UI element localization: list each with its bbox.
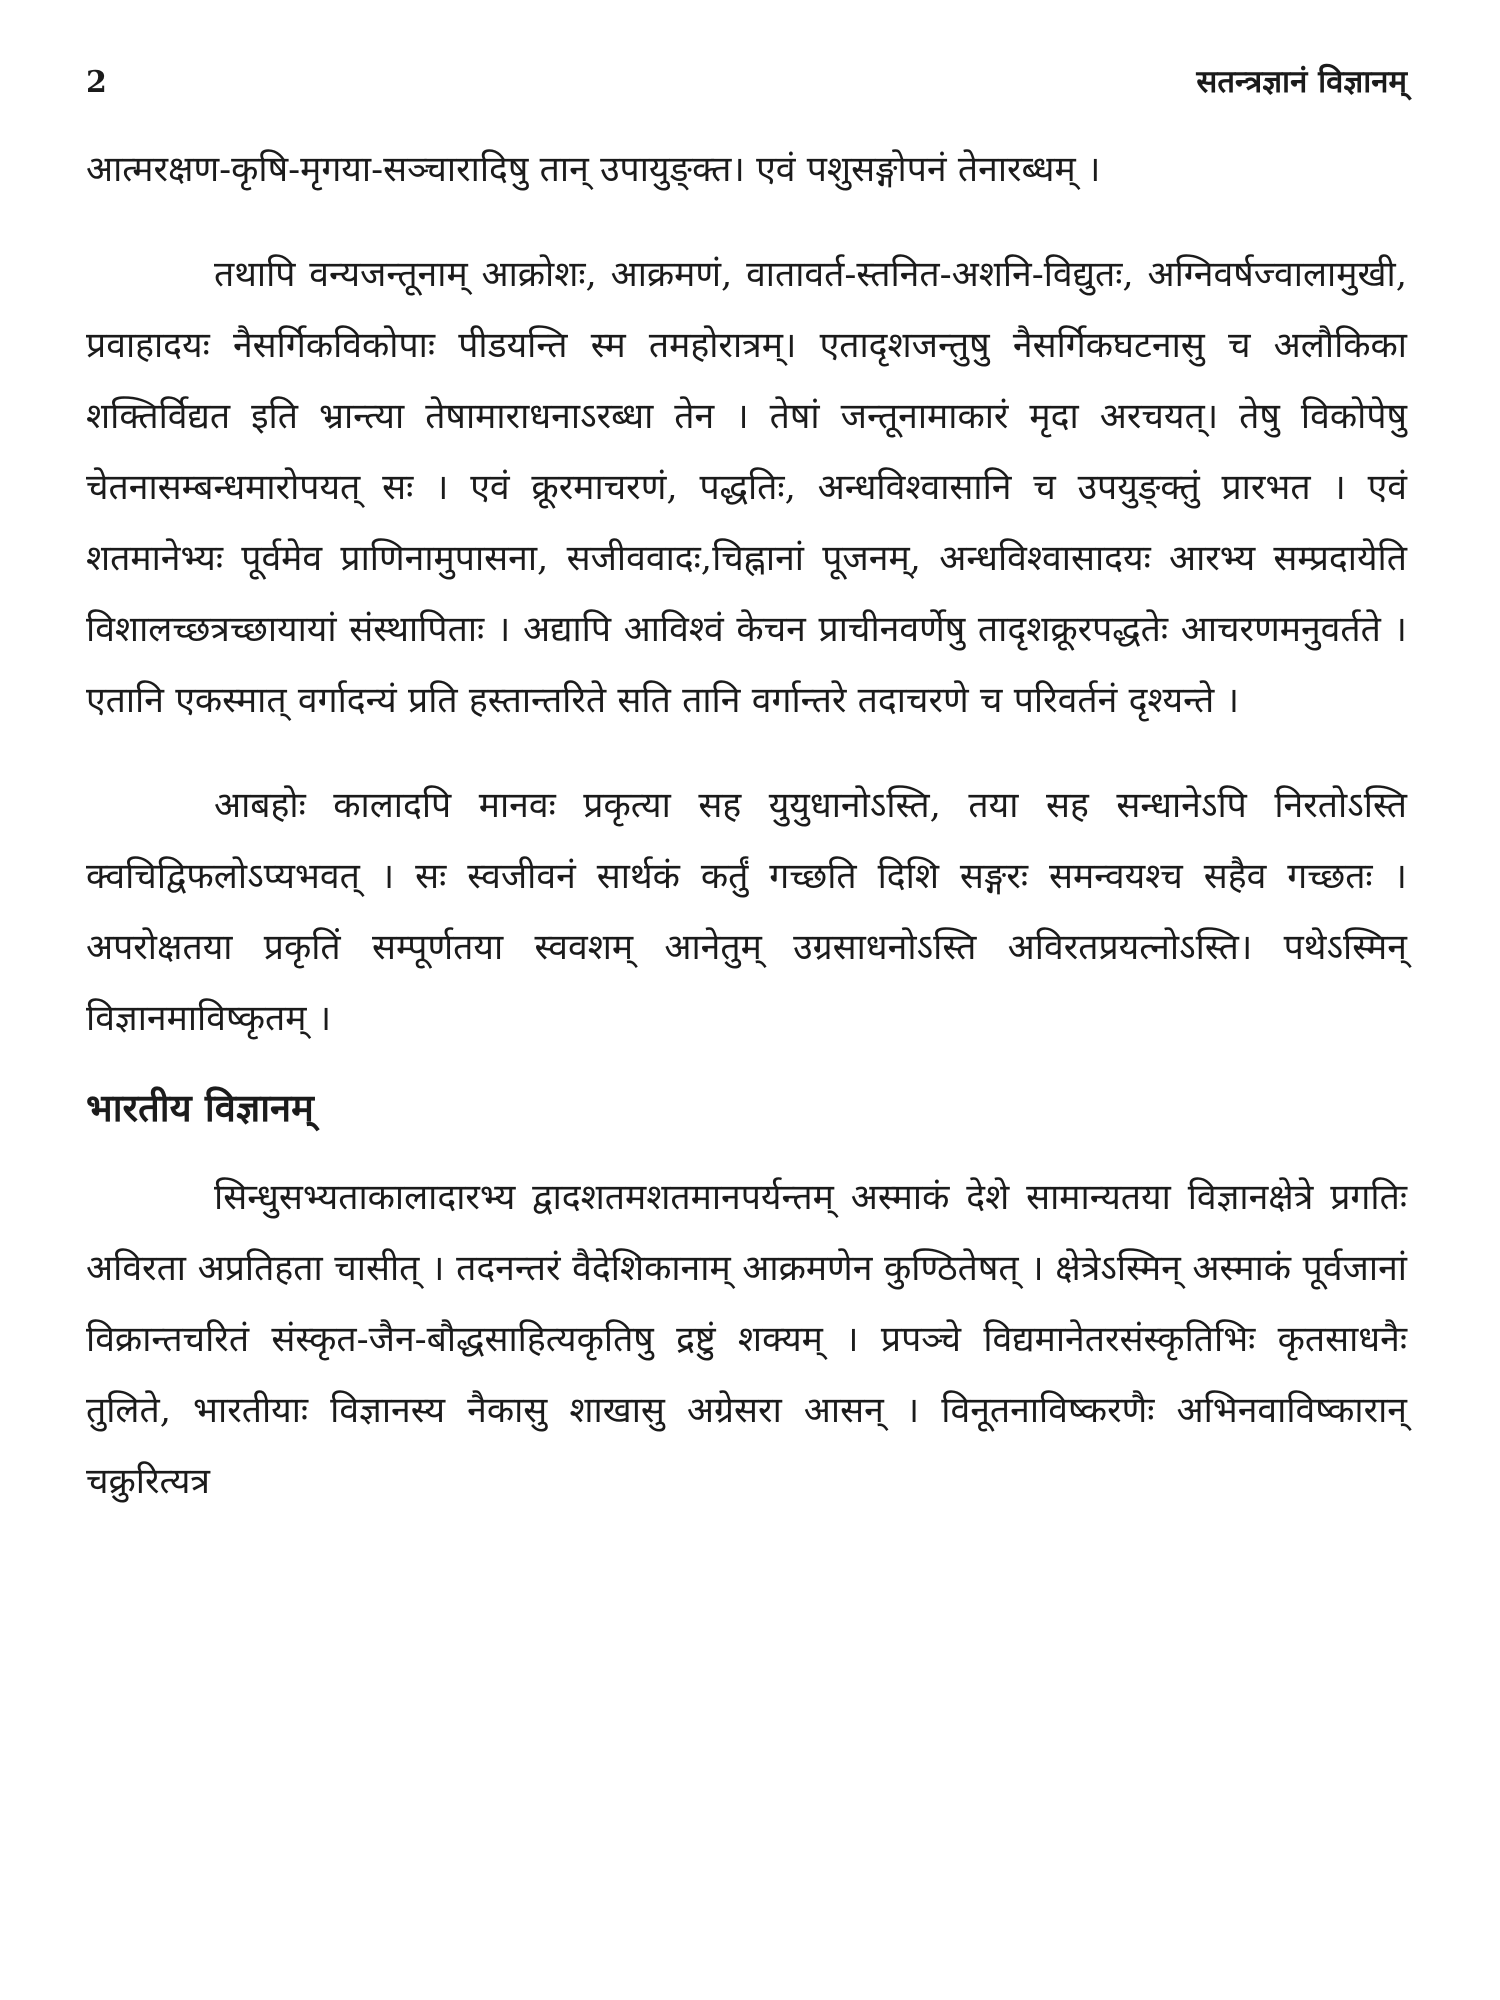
paragraph-nature-struggle: आबहोः कालादपि मानवः प्रकृत्या सह युयुधानोऽस्ति, तया सह सन्धानेऽपि निरतोऽस्ति क्वचिद्विफलोऽप्यभवत् । सः स्वजीवनं सार्थकं कर्तुं गच्छति दिशि सङ्गरः समन्वयश्च सहैव गच्छतः । अपरोक्षतया प्रकृतिं सम्पूर्णतया स्ववशम् आनेतुम् उग्रसाधनोऽस्ति अविरतप्रयत्नोऽस्ति। पथेऽस्मिन् विज्ञानमाविष्कृतम् । bbox=[86, 785, 1407, 1039]
page-number: 2 bbox=[86, 65, 107, 100]
section-heading: भारतीय विज्ञानम् bbox=[86, 1086, 314, 1130]
paragraph-continued: आत्मरक्षण-कृषि-मृगया-सञ्चारादिषु तान् उपायुङ्क्त। एवं पशुसङ्गोपनं तेनारब्धम् । bbox=[86, 149, 1101, 190]
paragraph-indian-science: सिन्धुसभ्यताकालादारभ्य द्वादशतमशतमानपर्यन्तम् अस्माकं देशे सामान्यतया विज्ञानक्षेत्रे प्रगतिः अविरता अप्रतिहता चासीत् । तदनन्तरं वैदेशिकानाम् आक्रमणेन कुण्ठितेषत् । क्षेत्रेऽस्मिन् अस्माकं पूर्वजानां विक्रान्तचरितं संस्कृत-जैन-बौद्धसाहित्यकृतिषु द्रष्टुं शक्यम् । प्रपञ्चे विद्यमानेतरसंस्कृतिभिः कृतसाधनैः तुलिते, भारतीयाः विज्ञानस्य नैकासु शाखासु अग्रेसरा आसन् । विनूतनाविष्करणैः अभिनवाविष्कारान् चक्रुरित्यत्र bbox=[86, 1177, 1407, 1502]
paragraph-superstition: तथापि वन्यजन्तूनाम् आक्रोशः, आक्रमणं, वातावर्त-स्तनित-अशनि-विद्युतः, अग्निवर्षज्वालामुखी, प्रवाहादयः नैसर्गिकविकोपाः पीडयन्ति स्म तमहोरात्रम्। एतादृशजन्तुषु नैसर्गिकघटनासु च अलौकिका शक्तिर्विद्यत इति भ्रान्त्या तेषामाराधनाऽरब्धा तेन । तेषां जन्तूनामाकारं मृदा अरचयत्। तेषु विकोपेषु चेतनासम्बन्धमारोपयत् सः । एवं क्रूरमाचरणं, पद्धतिः, अन्धविश्वासानि च उपयुङ्क्तुं प्रारभत । एवं शतमानेभ्यः पूर्वमेव प्राणिनामुपासना, सजीववादः,चिह्नानां पूजनम्, अन्धविश्वासादयः आरभ्य सम्प्रदायेति विशालच्छत्रच्छायायां संस्थापिताः । अद्यापि आविश्वं केचन प्राचीनवर्णेषु तादृशक्रूरपद्धतेः आचरणमनुवर्तते । एतानि एकस्मात् वर्गादन्यं प्रति हस्तान्तरिते सति तानि वर्गान्तरे तदाचरणे च परिवर्तनं दृश्यन्ते । bbox=[86, 254, 1407, 721]
running-title: सतन्त्रज्ञानं विज्ञानम् bbox=[1196, 64, 1407, 100]
running-head bbox=[86, 60, 1407, 116]
